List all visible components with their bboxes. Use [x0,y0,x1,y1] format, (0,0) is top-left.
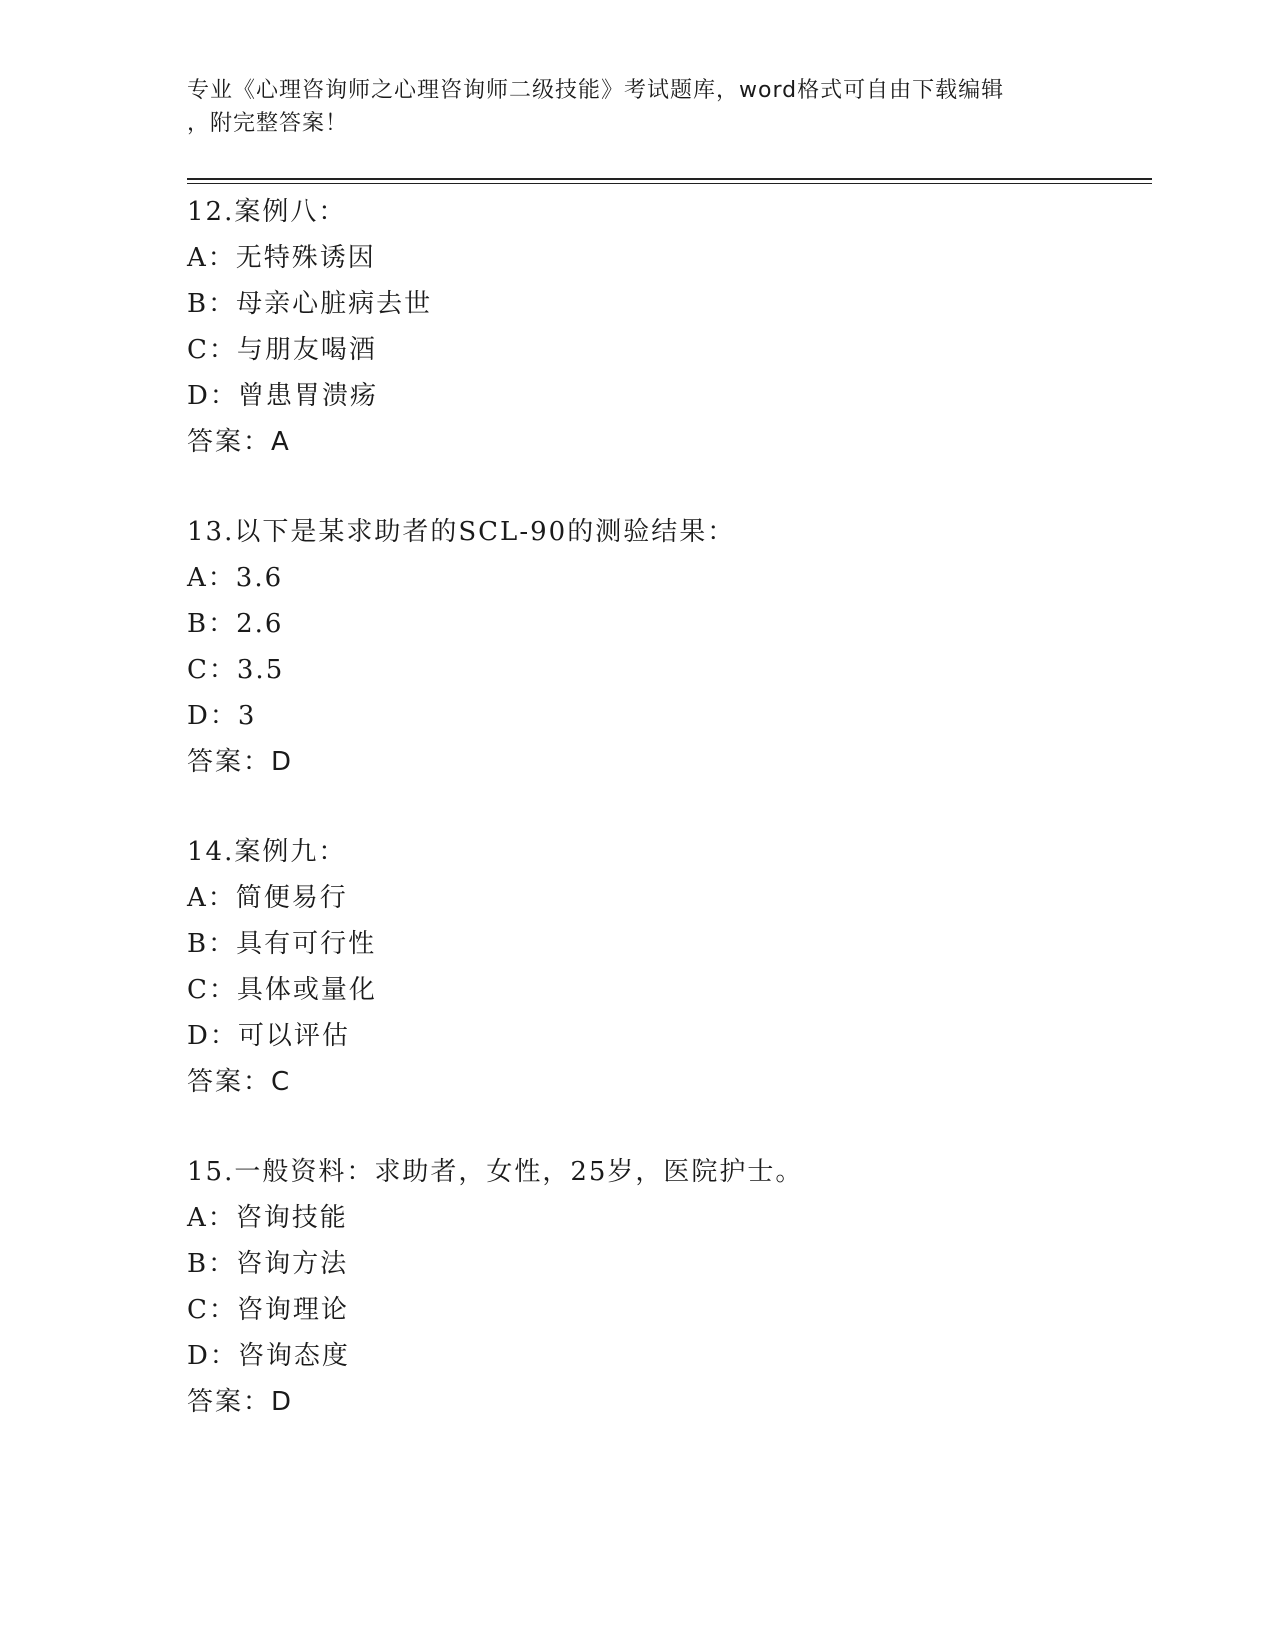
answer-line: 答案：A [187,427,291,457]
option-c: C：具体或量化 [187,975,377,1005]
question-stem: 12.案例八： [187,197,347,227]
option-a: A：简便易行 [187,883,348,913]
header-line-1: 专业《心理咨询师之心理咨询师二级技能》考试题库，word格式可自由下载编辑 [187,78,1005,103]
question-stem: 15.一般资料：求助者，女性，25岁，医院护士。 [187,1157,804,1187]
option-d: D：3 [187,701,257,731]
header-divider-thick [187,178,1152,180]
option-b: B：咨询方法 [187,1249,349,1279]
document-header [187,74,1067,140]
option-c: C：与朋友喝酒 [187,335,377,365]
header-line-2: ，附完整答案！ [187,111,349,136]
option-b: B：母亲心脏病去世 [187,289,433,319]
answer-line: 答案：C [187,1067,292,1097]
option-a: A：3.6 [187,563,284,593]
option-a: A：咨询技能 [187,1203,348,1233]
question-14 [187,829,1147,1105]
question-stem: 14.案例九： [187,837,347,867]
question-13 [187,509,1147,785]
option-c: C：咨询理论 [187,1295,349,1325]
header-divider-thin [187,183,1152,184]
option-d: D：咨询态度 [187,1341,350,1371]
option-b: B：具有可行性 [187,929,377,959]
question-12 [187,189,1147,465]
question-15 [187,1149,1147,1425]
answer-line: 答案：D [187,1387,294,1417]
option-c: C：3.5 [187,655,285,685]
question-list [187,189,1147,1425]
option-a: A：无特殊诱因 [187,243,376,273]
option-b: B：2.6 [187,609,284,639]
answer-line: 答案：D [187,747,294,777]
option-d: D：曾患胃溃疡 [187,381,378,411]
option-d: D：可以评估 [187,1021,350,1051]
question-stem: 13.以下是某求助者的SCL-90的测验结果： [187,517,736,547]
